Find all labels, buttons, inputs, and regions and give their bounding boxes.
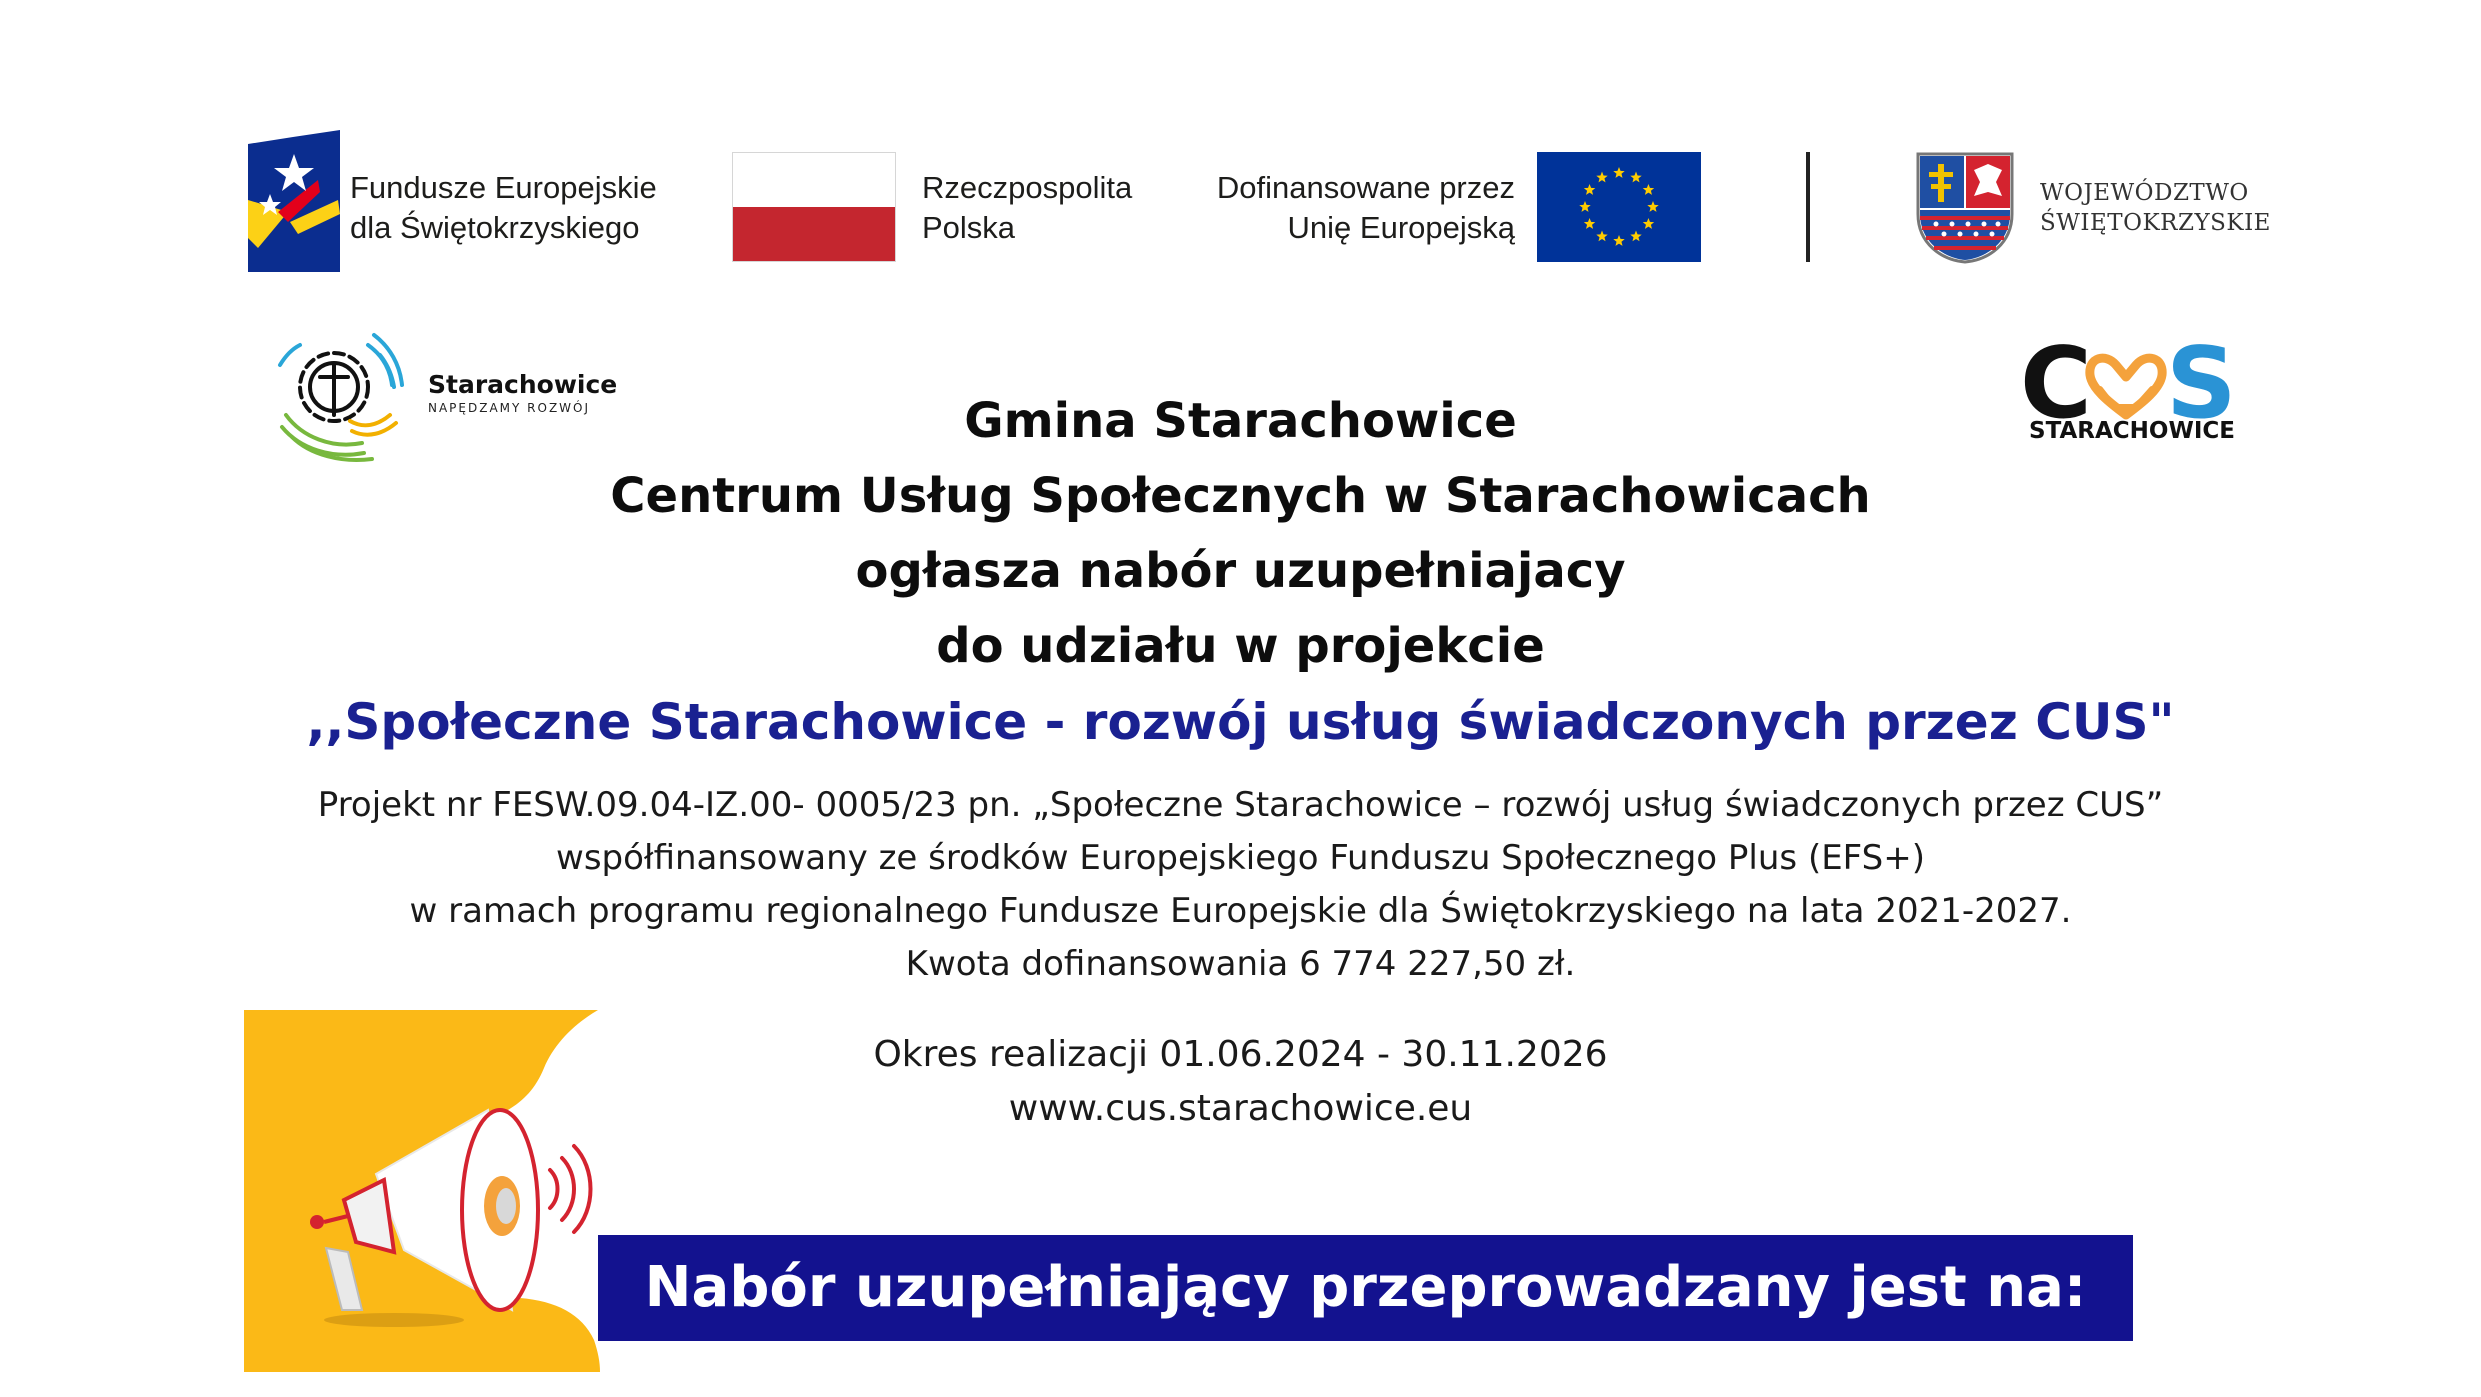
wojewodztwo-text	[2040, 178, 2271, 238]
eu-star-icon	[1643, 184, 1654, 195]
woj-line2: ŚWIĘTOKRZYSKIE	[2040, 210, 2271, 236]
fe-line1: Fundusze Europejskie	[350, 170, 657, 205]
eu-star-icon	[1647, 201, 1658, 212]
woj-line1: WOJEWÓDZTWO	[2040, 180, 2249, 206]
website-link[interactable]: www.cus.starachowice.eu	[1008, 1088, 1473, 1129]
fundusze-europejskie-text	[350, 168, 657, 248]
headline-line2: Centrum Usług Społecznych w Starachowicach	[610, 468, 1871, 524]
rp-line1: Rzeczpospolita	[922, 170, 1133, 205]
starachowice-name: Starachowice	[428, 370, 618, 399]
eu-star-icon	[1584, 218, 1595, 229]
project-info-line3: w ramach programu regionalnego Fundusze Europejskie dla Świętokrzyskiego na lata 2021-2027.	[409, 891, 2072, 931]
project-info-line1: Projekt nr FESW.09.04-IZ.00- 0005/23 pn. „Społeczne Starachowice – rozwój usług świadczonych przez CUS”	[317, 785, 2164, 825]
eu-line2: Unię Europejską	[1287, 210, 1515, 245]
rzeczpospolita-text	[922, 168, 1132, 248]
headline-line1: Gmina Starachowice	[964, 393, 1517, 449]
svg-text:C: C	[2020, 327, 2092, 441]
eu-star-icon	[1630, 172, 1641, 183]
fe-line2: dla Świętokrzyskiego	[350, 210, 640, 245]
fundusze-europejskie-logo	[248, 130, 340, 272]
cus-name: STARACHOWICE	[2029, 418, 2235, 444]
eu-star-icon	[1643, 218, 1654, 229]
banner-text: Nabór uzupełniający przeprowadzany jest na:	[644, 1255, 2087, 1320]
eu-line1: Dofinansowane przez	[1216, 170, 1515, 205]
rp-line2: Polska	[922, 210, 1016, 245]
realization-period: Okres realizacji 01.06.2024 - 30.11.2026	[873, 1034, 1608, 1075]
eu-star-icon	[1596, 172, 1607, 183]
eu-star-icon	[1579, 201, 1590, 212]
eu-cofinanced-text	[1190, 168, 1515, 248]
logo-divider	[1806, 152, 1810, 262]
eu-star-icon	[1596, 230, 1607, 241]
starachowice-tagline: NAPĘDZAMY ROZWÓJ	[428, 401, 591, 415]
eu-flag-icon	[1537, 152, 1701, 262]
polish-flag-icon	[732, 152, 896, 262]
project-info-line2: współfinansowany ze środków Europejskiego Funduszu Społecznego Plus (EFS+)	[556, 838, 1925, 878]
eu-star-icon	[1630, 230, 1641, 241]
headline-line3: ogłasza nabór uzupełniajacy	[855, 543, 1626, 599]
eu-star-icon	[1584, 184, 1595, 195]
eu-stars	[1537, 152, 1701, 262]
funding-amount: Kwota dofinansowania 6 774 227,50 zł.	[905, 944, 1576, 984]
project-title: ,,Społeczne Starachowice - rozwój usług świadczonych przez CUS"	[306, 693, 2175, 751]
eu-star-icon	[1613, 235, 1624, 246]
coat-of-arms-icon	[1916, 152, 2014, 264]
svg-text:S: S	[2166, 327, 2237, 441]
headline-line4: do udziału w projekcie	[936, 618, 1545, 674]
eu-star-icon	[1613, 167, 1624, 178]
